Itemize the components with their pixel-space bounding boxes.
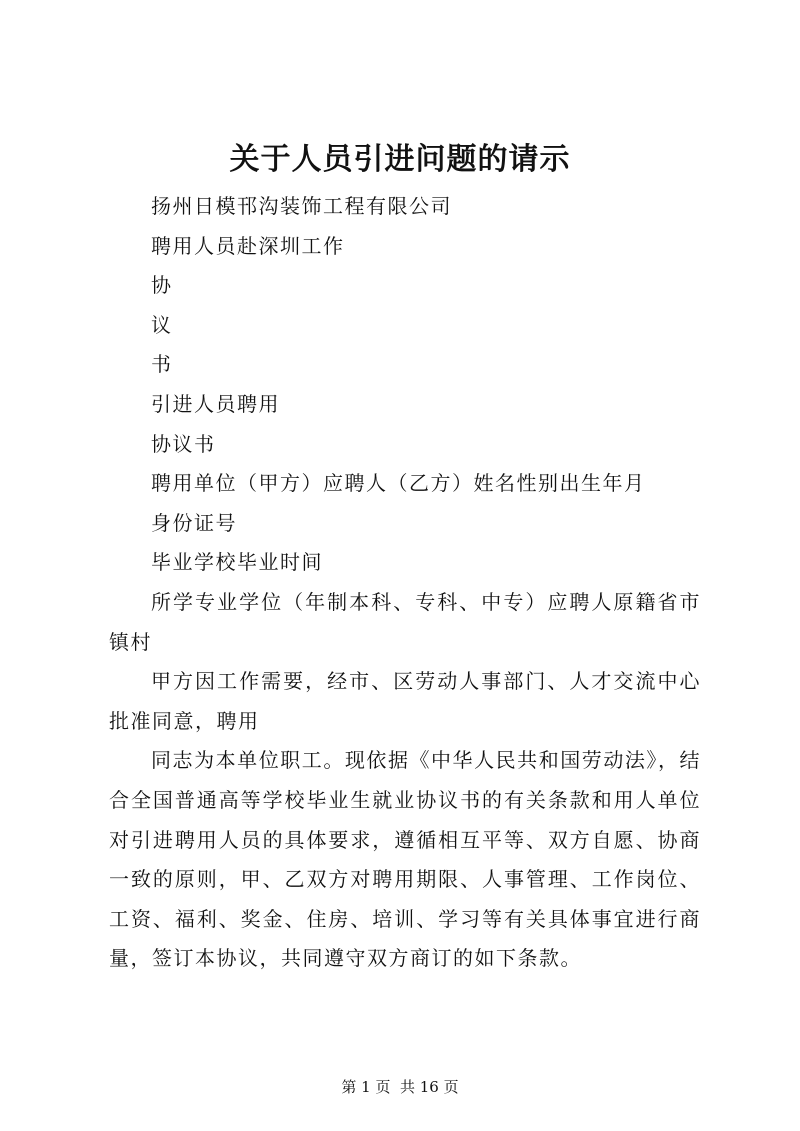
document-body <box>109 187 701 979</box>
paragraph-graduation: 毕业学校毕业时间 <box>151 550 323 575</box>
paragraph-shu: 书 <box>151 352 173 377</box>
paragraph-company: 扬州日模邗沟装饰工程有限公司 <box>151 194 452 218</box>
paragraph-id-number: 身份证号 <box>151 510 237 535</box>
paragraph-heading-agreement: 协议书 <box>151 431 216 456</box>
paragraph-major: 所学专业学位（年制本科、专科、中专）应聘人原籍省市镇村 <box>109 589 701 654</box>
document-title: 关于人员引进问题的请示 <box>229 142 571 177</box>
paragraph-heading-hire: 引进人员聘用 <box>151 391 280 416</box>
paragraph-yi: 议 <box>151 312 173 337</box>
paragraph-xie: 协 <box>151 273 173 298</box>
paragraph-terms: 同志为本单位职工。现依据《中华人民共和国劳动法》，结合全国普通高等学校毕业生就业协议书的有关条款和用人单位对引进聘用人员的具体要求，遵循相互平等、双方自愿、协商一致的原则，甲、乙双方对聘用期限、人事管理、工作岗位、工资、福利、奖金、住房、培训、学习等有关具体事宜进行商量，签订本协议，共同遵守双方商订的如下条款。 <box>109 748 701 971</box>
page-footer <box>0 1076 800 1098</box>
paragraph-approval: 甲方因工作需要，经市、区劳动人事部门、人才交流中心批准同意，聘用 <box>109 669 701 733</box>
paragraph-subject: 聘用人员赴深圳工作 <box>151 233 345 258</box>
paragraph-parties: 聘用单位（甲方）应聘人（乙方）姓名性别出生年月 <box>151 471 646 496</box>
page-number: 第 1 页 共 16 页 <box>341 1078 459 1096</box>
